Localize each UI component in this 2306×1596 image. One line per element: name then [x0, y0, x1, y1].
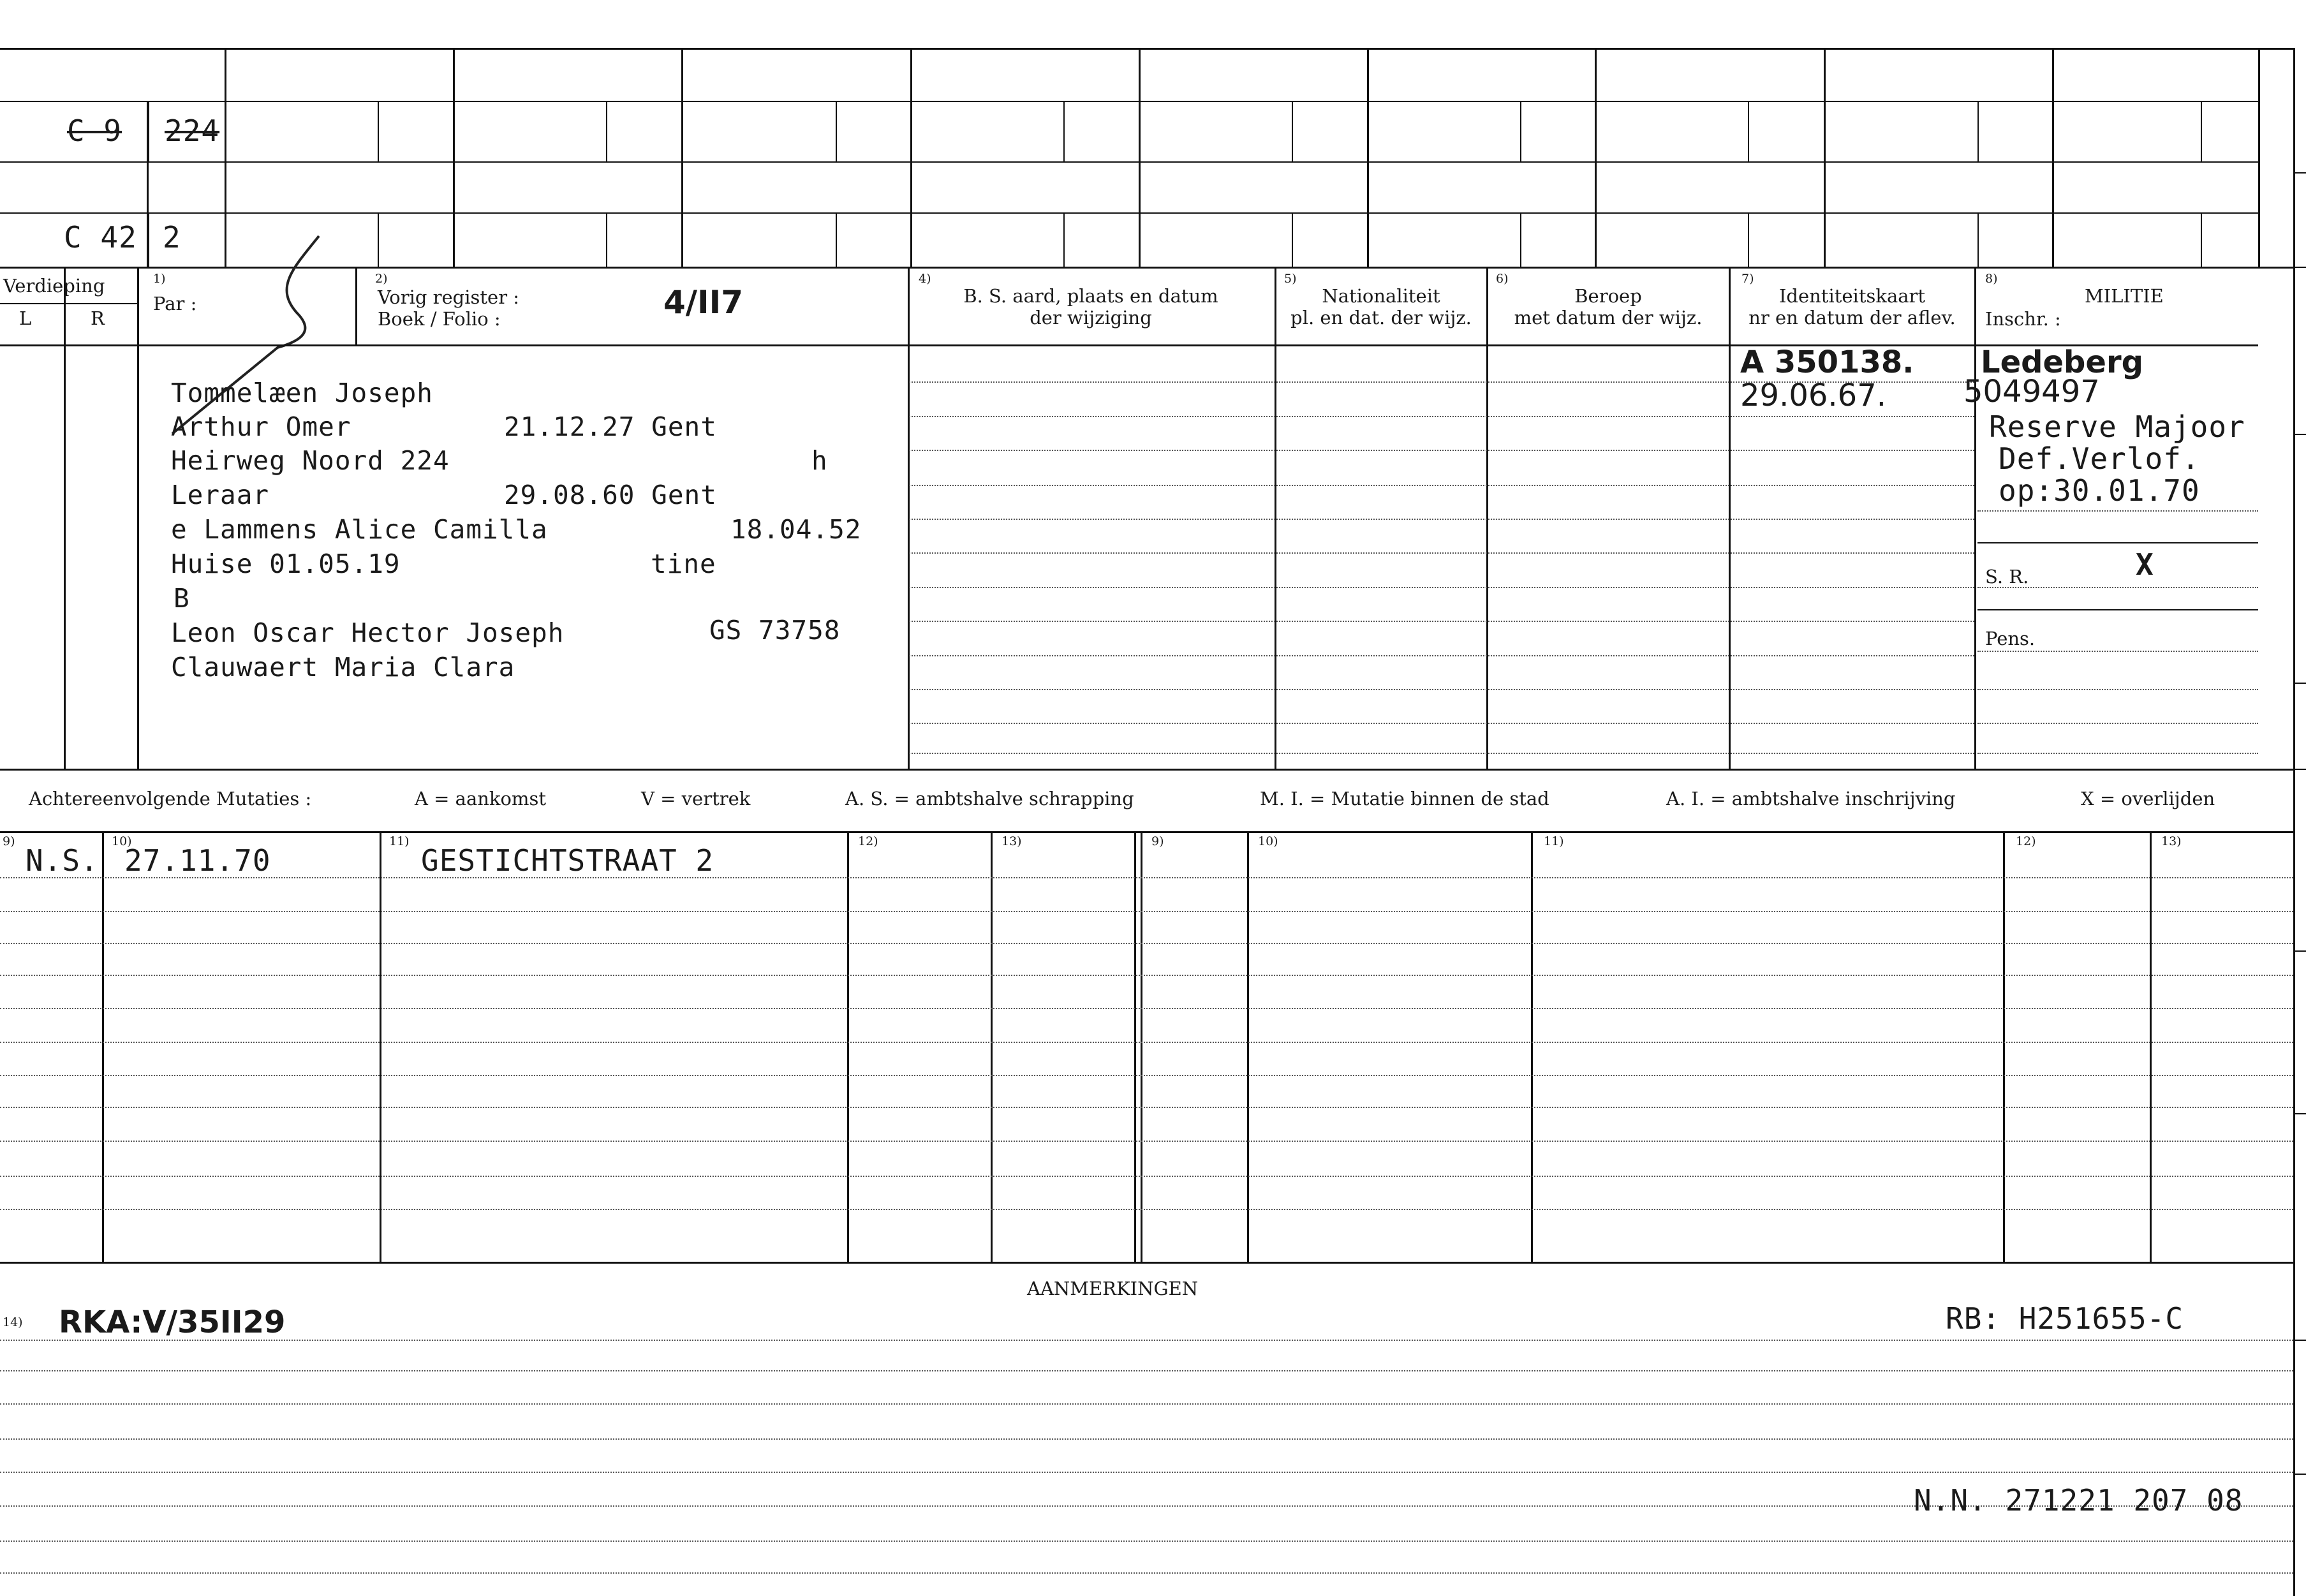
handwritten-squiggle-mark	[147, 230, 351, 440]
remarks-col-14: 14)	[3, 1315, 23, 1329]
mutation-row-1-address: GESTICHTSTRAAT 2	[421, 843, 714, 878]
col-6-number: 6)	[1496, 272, 1509, 286]
militie-header: MILITIE	[2085, 285, 2164, 307]
beroep-header-line2: met datum der wijz.	[1514, 307, 1703, 329]
inschr-label: Inschr. :	[1985, 308, 2061, 330]
person-nationality-code: B	[174, 583, 190, 614]
person-mother-name: Clauwaert Maria Clara	[171, 652, 515, 683]
vorig-register-header: Vorig register :	[378, 286, 520, 308]
person-address: Heirweg Noord 224	[171, 445, 450, 476]
legend-internal-mutation: M. I. = Mutatie binnen de stad	[1260, 788, 1549, 809]
sr-label: S. R.	[1985, 566, 2029, 587]
mutation-col-10: 10)	[112, 834, 132, 848]
new-reference-section: C 42	[64, 220, 137, 255]
col-2-number: 2)	[375, 272, 388, 286]
person-first-names: Arthur Omer	[171, 411, 351, 442]
remarks-rka-reference: RKA:V/35II29	[59, 1304, 286, 1340]
mutation-col-10-b: 10)	[1258, 834, 1278, 848]
mutation-col-11-b: 11)	[1544, 834, 1564, 848]
legend-death: X = overlijden	[2081, 788, 2215, 809]
mutation-col-12-b: 12)	[2016, 834, 2036, 848]
mutation-col-13-b: 13)	[2161, 834, 2182, 848]
legend-arrival: A = aankomst	[415, 788, 547, 809]
identity-card-number: A 350138.	[1740, 344, 1914, 380]
mutation-col-9-b: 9)	[1151, 834, 1164, 848]
beroep-header-line1: Beroep	[1574, 285, 1642, 307]
legend-official-removal: A. S. = ambtshalve schrapping	[845, 788, 1134, 809]
old-reference-section: C 9	[67, 114, 122, 148]
identity-card-date: 29.06.67.	[1740, 378, 1887, 413]
old-reference-number: 224	[165, 114, 220, 148]
sr-value: X	[2136, 547, 2154, 582]
identiteitskaart-header-line1: Identiteitskaart	[1778, 285, 1926, 307]
bs-header-line2: der wijziging	[1030, 307, 1152, 329]
mutations-legend-title: Achtereenvolgende Mutaties :	[29, 788, 312, 809]
col-4-number: 4)	[919, 272, 931, 286]
militie-rank: Reserve Majoor	[1989, 410, 2245, 444]
verdieping-header: Verdieping	[3, 275, 105, 297]
person-father-name: Leon Oscar Hector Joseph	[171, 617, 565, 648]
identiteitskaart-header-line2: nr en datum der aflev.	[1748, 307, 1956, 329]
col-8-number: 8)	[1985, 272, 1998, 286]
bs-header-line1: B. S. aard, plaats en datum	[963, 285, 1218, 307]
person-name-line: Tommelæen Joseph	[171, 378, 433, 408]
mutation-col-13: 13)	[1001, 834, 1022, 848]
col-7-number: 7)	[1741, 272, 1754, 286]
person-spouse-name: e Lammens Alice Camilla	[171, 514, 548, 545]
militie-number: 5049497	[1963, 374, 2100, 410]
legend-official-registration: A. I. = ambtshalve inschrijving	[1666, 788, 1956, 809]
remarks-national-number: N.N. 271221 207 08	[1914, 1483, 2243, 1518]
col-5-number: 5)	[1284, 272, 1297, 286]
mutation-col-9: 9)	[3, 834, 15, 848]
nationaliteit-header-line2: pl. en dat. der wijz.	[1290, 307, 1472, 329]
boek-folio-header: Boek / Folio :	[378, 308, 501, 330]
nationaliteit-header-line1: Nationaliteit	[1322, 285, 1440, 307]
militie-place: Ledeberg	[1981, 344, 2143, 380]
verdieping-left-header: L	[19, 307, 32, 329]
person-marriage-date-place: 29.08.60 Gent	[504, 480, 717, 510]
legend-departure: V = vertrek	[641, 788, 751, 809]
pens-label: Pens.	[1985, 628, 2036, 649]
person-birth-date-place: 21.12.27 Gent	[504, 411, 717, 442]
person-address-mark: h	[811, 445, 828, 476]
mutation-row-1-date: 27.11.70	[124, 843, 271, 878]
person-profession: Leraar	[171, 480, 270, 510]
militie-verlof-date: op:30.01.70	[1999, 473, 2200, 508]
mutation-row-1-code: N.S.	[26, 843, 99, 878]
mutation-col-11: 11)	[389, 834, 410, 848]
person-spouse-birth-date: 18.04.52	[730, 514, 862, 545]
verdieping-right-header: R	[91, 307, 105, 329]
remarks-rb-reference: RB: H251655-C	[1946, 1301, 2184, 1336]
par-header: Par :	[153, 293, 197, 314]
mutation-col-12: 12)	[858, 834, 878, 848]
new-reference-number: 2	[163, 220, 181, 255]
person-gs-number: GS 73758	[709, 615, 841, 646]
person-spouse-birthplace-suffix: tine	[651, 549, 716, 579]
person-spouse-birthplace-date: Huise 01.05.19	[171, 549, 401, 579]
remarks-title: AANMERKINGEN	[1027, 1278, 1199, 1299]
militie-verlof: Def.Verlof.	[1999, 441, 2200, 476]
col-1-number: 1)	[153, 272, 166, 286]
boek-folio-value: 4/II7	[663, 284, 744, 321]
